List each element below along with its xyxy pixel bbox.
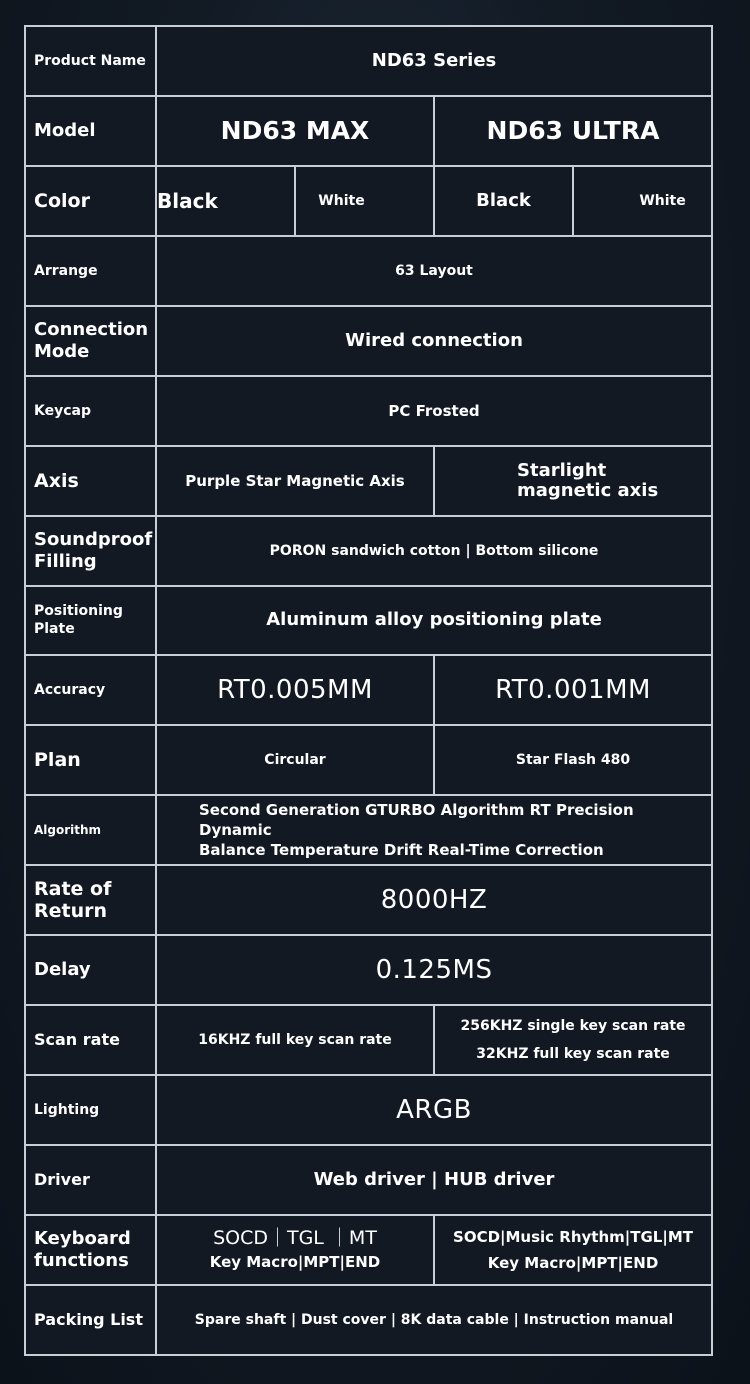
row-color [25,166,712,236]
rate-of-return-label [25,865,156,935]
keyboard-functions-label [25,1215,156,1285]
axis-ultra-line2: magnetic axis [517,479,659,501]
keyboard-functions-max-line2: Key Macro|MPT|END [209,1252,381,1271]
row-model [25,96,712,166]
packing-list-value: Spare shaft | Dust cover | 8K data cable | Instruction manual [156,1285,712,1355]
accuracy-label: Accuracy [25,655,156,725]
algorithm-line1: Second Generation GTURBO Algorithm RT Precision Dynamic [199,801,634,840]
row-accuracy [25,655,712,725]
positioning-plate-value: Aluminum alloy positioning plate [156,586,712,656]
product-name-label: Product Name [25,26,156,96]
keyboard-functions-max-line1: SOCD｜TGL ｜MT [213,1226,377,1249]
connection-mode-label-line2: Mode [34,340,90,362]
driver-value: Web driver | HUB driver [156,1145,712,1215]
row-product-name [25,26,712,96]
row-driver [25,1145,712,1215]
plan-ultra: Star Flash 480 [434,725,712,795]
accuracy-max: RT0.005MM [156,655,434,725]
row-packing-list [25,1285,712,1355]
accuracy-ultra: RT0.001MM [434,655,712,725]
model-max: ND63 MAX [156,96,434,166]
scan-rate-max: 16KHZ full key scan rate [156,1005,434,1075]
connection-mode-label-line1: Connection [34,318,149,340]
plan-label: Plan [25,725,156,795]
row-connection-mode [25,306,712,376]
color-max-white: White [295,166,434,236]
keyboard-functions-ultra [434,1215,712,1285]
axis-label: Axis [25,446,156,516]
row-rate-of-return [25,865,712,935]
rate-of-return-label-line2: Return [34,900,108,923]
row-delay [25,935,712,1005]
row-keyboard-functions [25,1215,712,1285]
soundproof-filling-label-line1: Soundproof [34,528,153,550]
keyboard-functions-max [156,1215,434,1285]
delay-value: 0.125MS [156,935,712,1005]
axis-ultra-line1: Starlight [517,459,607,481]
delay-label: Delay [25,935,156,1005]
algorithm-line2: Balance Temperature Drift Real-Time Correction [199,841,604,860]
axis-max: Purple Star Magnetic Axis [156,446,434,516]
arrange-label: Arrange [25,236,156,306]
lighting-label: Lighting [25,1075,156,1145]
color-ultra-black: Black [434,166,573,236]
keyboard-functions-label-line1: Keyboard [34,1227,131,1249]
positioning-plate-label-line1: Positioning [34,603,123,620]
product-name-value: ND63 Series [156,26,712,96]
color-label: Color [25,166,156,236]
arrange-value: 63 Layout [156,236,712,306]
lighting-value: ARGB [156,1075,712,1145]
positioning-plate-label [25,586,156,656]
connection-mode-value: Wired connection [156,306,712,376]
color-ultra-white: White [573,166,712,236]
model-label: Model [25,96,156,166]
scan-rate-ultra-line2: 32KHZ full key scan rate [476,1046,670,1063]
row-scan-rate [25,1005,712,1075]
color-max-black: Black [156,166,295,236]
driver-label: Driver [25,1145,156,1215]
keyboard-functions-label-line2: functions [34,1249,129,1271]
scan-rate-ultra [434,1005,712,1075]
scan-rate-label: Scan rate [25,1005,156,1075]
keycap-value: PC Frosted [156,376,712,446]
row-axis [25,446,712,516]
rate-of-return-value: 8000HZ [156,865,712,935]
soundproof-filling-value: PORON sandwich cotton | Bottom silicone [156,516,712,586]
plan-max: Circular [156,725,434,795]
rate-of-return-label-line1: Rate of [34,878,112,901]
row-soundproof-filling [25,516,712,586]
row-arrange [25,236,712,306]
row-plan [25,725,712,795]
row-keycap [25,376,712,446]
algorithm-label: Algorithm [25,795,156,865]
keycap-label: Keycap [25,376,156,446]
connection-mode-label [25,306,156,376]
soundproof-filling-label-line2: Filling [34,550,97,572]
row-algorithm [25,795,712,865]
spec-table [24,25,713,1356]
scan-rate-ultra-line1: 256KHZ single key scan rate [460,1018,686,1035]
packing-list-label: Packing List [25,1285,156,1355]
positioning-plate-label-line2: Plate [34,621,75,638]
soundproof-filling-label [25,516,156,586]
keyboard-functions-ultra-line2: Key Macro|MPT|END [487,1253,659,1272]
row-lighting [25,1075,712,1145]
row-positioning-plate [25,586,712,656]
model-ultra: ND63 ULTRA [434,96,712,166]
algorithm-value [156,795,712,865]
keyboard-functions-ultra-line1: SOCD|Music Rhythm|TGL|MT [453,1227,694,1246]
axis-ultra [434,446,712,516]
